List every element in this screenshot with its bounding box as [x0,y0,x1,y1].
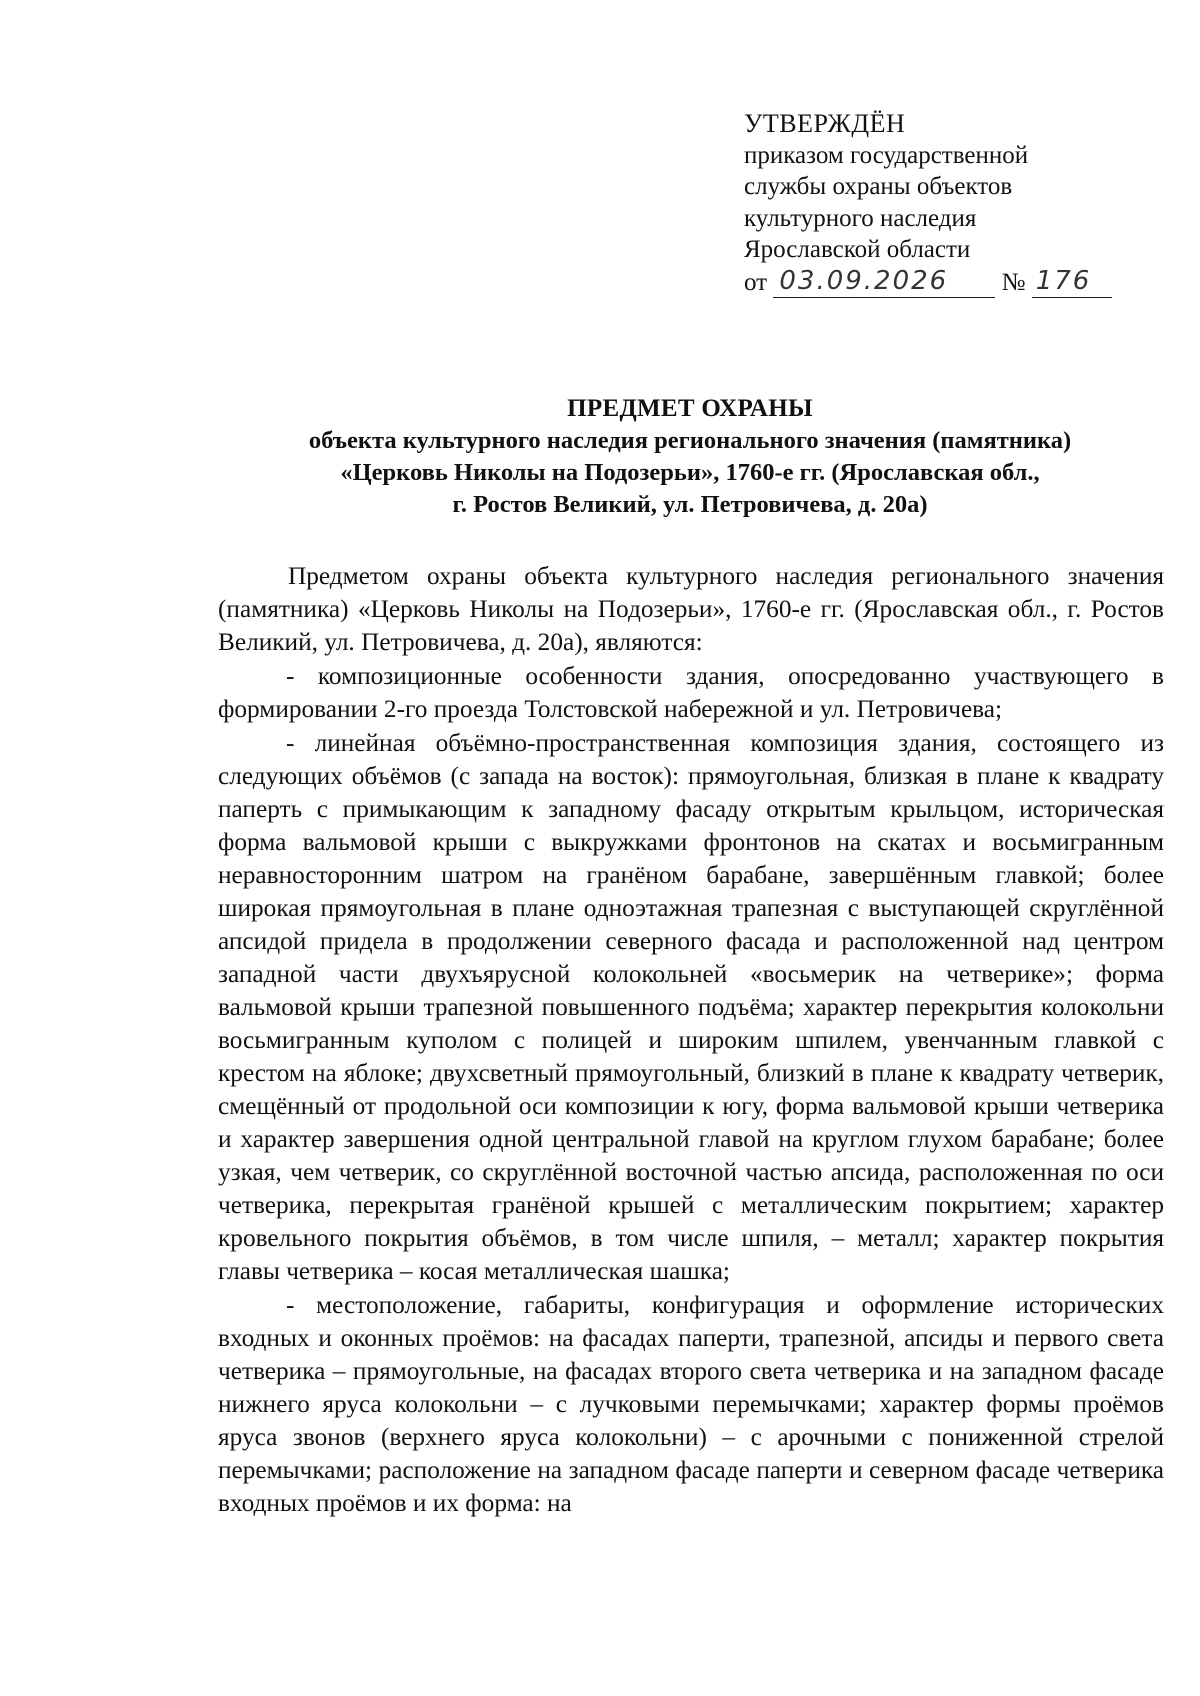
approval-line: приказом государственной [744,141,1029,169]
title-main: ПРЕДМЕТ ОХРАНЫ [567,395,813,422]
body-paragraph: - местоположение, габариты, конфигурация и оформление исторических входных и оконных проёмов: на фасадах паперти, трапезной, апсиды и первого света четверика – прямоугольные, на фасадах второго света четверика и на западном фасаде нижнего яруса колокольни – с лучковыми перемычками; характер формы проёмов яруса звонов (верхнего яруса колокольни) – с арочными с пониженной стрелой перемычками; расположение на западном фасаде паперти и северном фасаде четверика входных проёмов и их форма: на [218,1291,1164,1517]
date-prefix: от [744,268,768,296]
approval-block [744,108,1144,298]
approval-line: службы охраны объектов [744,173,1013,200]
title-line: объекта культурного наследия регионального значения (памятника) [308,427,1072,454]
approval-line: культурного наследия [744,204,977,232]
approval-date-number-row [744,267,1144,299]
handwritten-date: 03.09.2026 [773,267,995,298]
approval-line: Ярославской области [744,236,971,263]
approval-heading: УТВЕРЖДЁН [744,109,906,138]
body-paragraph: - композиционные особенности здания, опосредованно участвующего в формировании 2-го проезда Толстовской набережной и ул. Петровичева; [218,662,1164,723]
number-prefix: № [1001,268,1026,296]
handwritten-number: 176 [1032,267,1112,298]
title-line: г. Ростов Великий, ул. Петровичева, д. 20а) [452,491,928,518]
title-line: «Церковь Николы на Подозерьи», 1760-е гг. (Ярославская обл., [340,459,1040,486]
document-body [218,560,1164,1520]
body-paragraph: - линейная объёмно-пространственная композиция здания, состоящего из следующих объёмов (с запада на восток): прямоугольная, близкая в плане к квадрату паперть с примыкающим к западному фасаду открытым крыльцом, историческая форма вальмовой крыши с выкружками фронтонов на скатах и восьмигранным неравносторонним шатром на гранёном барабане, завершённым главкой; более широкая прямоугольная в плане одноэтажная трапезная с выступающей скруглённой апсидой придела в продолжении северного фасада и расположенной над центром западной части двухъярусной колокольней «восьмерик на четверике»; форма вальмовой крыши трапезной повышенного подъёма; характер перекрытия колокольни восьмигранным куполом с полицей и широким шпилем, увенчанным главкой с крестом на яблоке; двухсветный прямоугольный, близкий в плане к квадрату четверик, смещённый от продольной оси композиции к югу, форма вальмовой крыши четверика и характер завершения одной центральной главой на круглом глухом барабане; более узкая, чем четверик, со скруглённой восточной частью апсида, расположенная по оси четверика, перекрытая гранёной крышей с металлическим покрытием; характер кровельного покрытия объёмов, в том числе шпиля, – металл; характер покрытия главы четверика – косая металлическая шашка; [218,729,1164,1285]
document-title [210,393,1170,521]
body-paragraph: Предметом охраны объекта культурного наследия регионального значения (памятника) «Церковь Николы на Подозерьи», 1760-е гг. (Ярославская обл., г. Ростов Великий, ул. Петровичева, д. 20а), являются: [218,562,1164,656]
